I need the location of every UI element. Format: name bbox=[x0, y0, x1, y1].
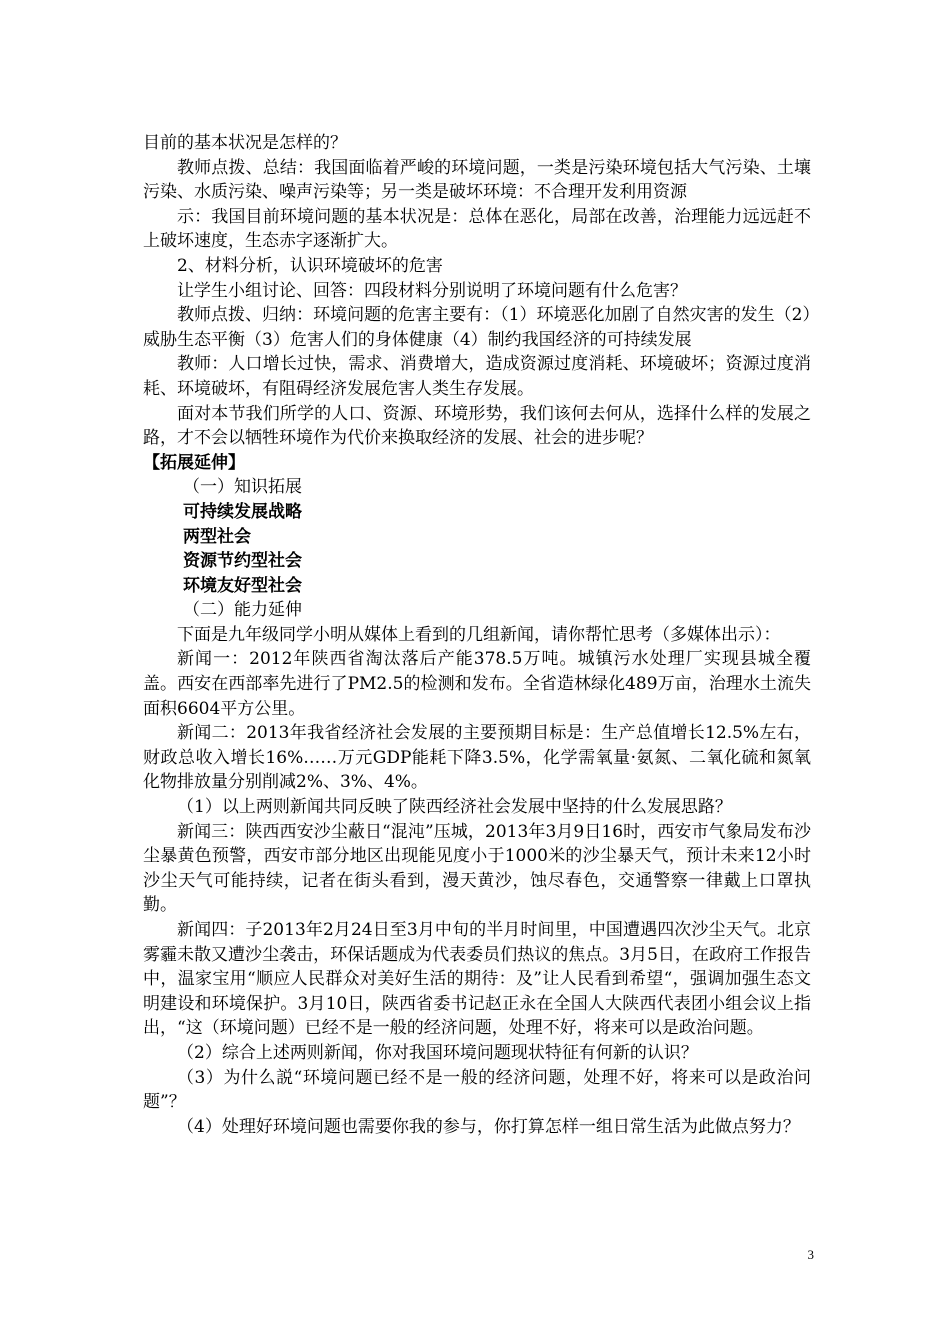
paragraph: 目前的基本状况是怎样的？ bbox=[143, 133, 347, 153]
paragraph: 教师：人口增长过快，需求、消费增大，造成资源过度消耗、环境破坏；资源过度消耗、环境破坏，有阻碍经济发展危害人类生存发展。 bbox=[143, 354, 811, 399]
paragraph: 让学生小组讨论、回答：四段材料分别说明了环境问题有什么危害？ bbox=[177, 280, 687, 301]
question: （2）综合上述两则新闻，你对我国环境问题现状特征有何新的认识？ bbox=[177, 1042, 698, 1063]
page-number: 3 bbox=[807, 1247, 814, 1262]
key-term: 环境友好型社会 bbox=[183, 575, 302, 596]
question: （1）以上两则新闻共同反映了陕西经济社会发展中坚持的什么发展思路？ bbox=[177, 797, 732, 818]
key-term: 两型社会 bbox=[183, 526, 251, 547]
key-term: 资源节约型社会 bbox=[183, 551, 302, 572]
news-item: 新闻三：陕西西安沙尘蔽日“混沌”压城，2013年3月9日16时，西安市气象局发布沙尘暴黄色预警，西安市部分地区出现能见度小于1000米的沙尘暴天气，预计未来12小时沙尘天气可能持续，记者在街头看到，漫天黄沙，蚀尽春色，交通警察一律戴上口罩执勤。 bbox=[143, 821, 811, 916]
news-item: 新闻四：子2013年2月24日至3月中旬的半月时间里，中国遭遇四次沙尘天气。北京雾霾未散又遭沙尘袭击，环保话题成为代表委员们热议的焦点。3月5日，在政府工作报告中，温家宝用“顺应人民群众对美好生活的期待：及”让人民看到希望“，强调加强生态文明建设和环境保护。3月10日，陕西省委书记赵正永在全国人大陕西代表团小组会议上指出，“这（环境问题）已经不是一般的经济问题，处理不好，将来可以是政治问题。 bbox=[143, 920, 811, 1039]
subsection-heading: （一）知识拓展 bbox=[183, 477, 302, 498]
question: （3）为什么説“环境问题已经不是一般的经济问题，处理不好，将来可以是政治问题”？ bbox=[143, 1067, 811, 1113]
paragraph: 教师点拨、总结：我国面临着严峻的环境问题，一类是污染环境包括大气污染、土壤污染、水质污染、噪声污染等；另一类是破坏环境：不合理开发利用资源 bbox=[143, 157, 811, 203]
paragraph: 下面是九年级同学小明从媒体上看到的几组新闻，请你帮忙思考（多媒体出示）： bbox=[177, 624, 781, 645]
document-body bbox=[143, 131, 811, 1139]
news-item: 新闻一：2012年陕西省淘汰落后产能378.5万吨。城镇污水处理厂实现县城全覆盖。西安在西部率先进行了PM2.5的检测和发布。全省造林绿化489万亩，治理水土流失面积6604平方公里。 bbox=[143, 649, 811, 719]
subsection-heading: （二）能力延伸 bbox=[183, 600, 302, 621]
section-subheading: 2、材料分析，认识环境破坏的危害 bbox=[177, 255, 443, 276]
section-heading: 【拓展延伸】 bbox=[143, 452, 245, 473]
key-term: 可持续发展战略 bbox=[183, 501, 302, 522]
paragraph: 面对本节我们所学的人口、资源、环境形势，我们该何去何从，选择什么样的发展之路，才不会以牺牲环境作为代价来换取经济的发展、社会的进步呢？ bbox=[143, 403, 811, 449]
news-item: 新闻二：2013年我省经济社会发展的主要预期目标是：生产总值增长12.5%左右，财政总收入增长16%……万元GDP能耗下降3.5%，化学需氧量·氨氮、二氧化硫和氮氧化物排放量分别削减2%、3%、4%。 bbox=[143, 723, 811, 793]
paragraph: 示：我国目前环境问题的基本状况是：总体在恶化，局部在改善，治理能力远远赶不上破坏速度，生态赤字逐渐扩大。 bbox=[143, 206, 811, 252]
paragraph: 教师点拨、归纳：环境问题的危害主要有：（1）环境恶化加剧了自然灾害的发生（2）威胁生态平衡（3）危害人们的身体健康（4）制约我国经济的可持续发展 bbox=[143, 305, 811, 350]
question: （4）处理好环境问题也需要你我的参与，你打算怎样一组日常生活为此做点努力？ bbox=[177, 1116, 800, 1137]
